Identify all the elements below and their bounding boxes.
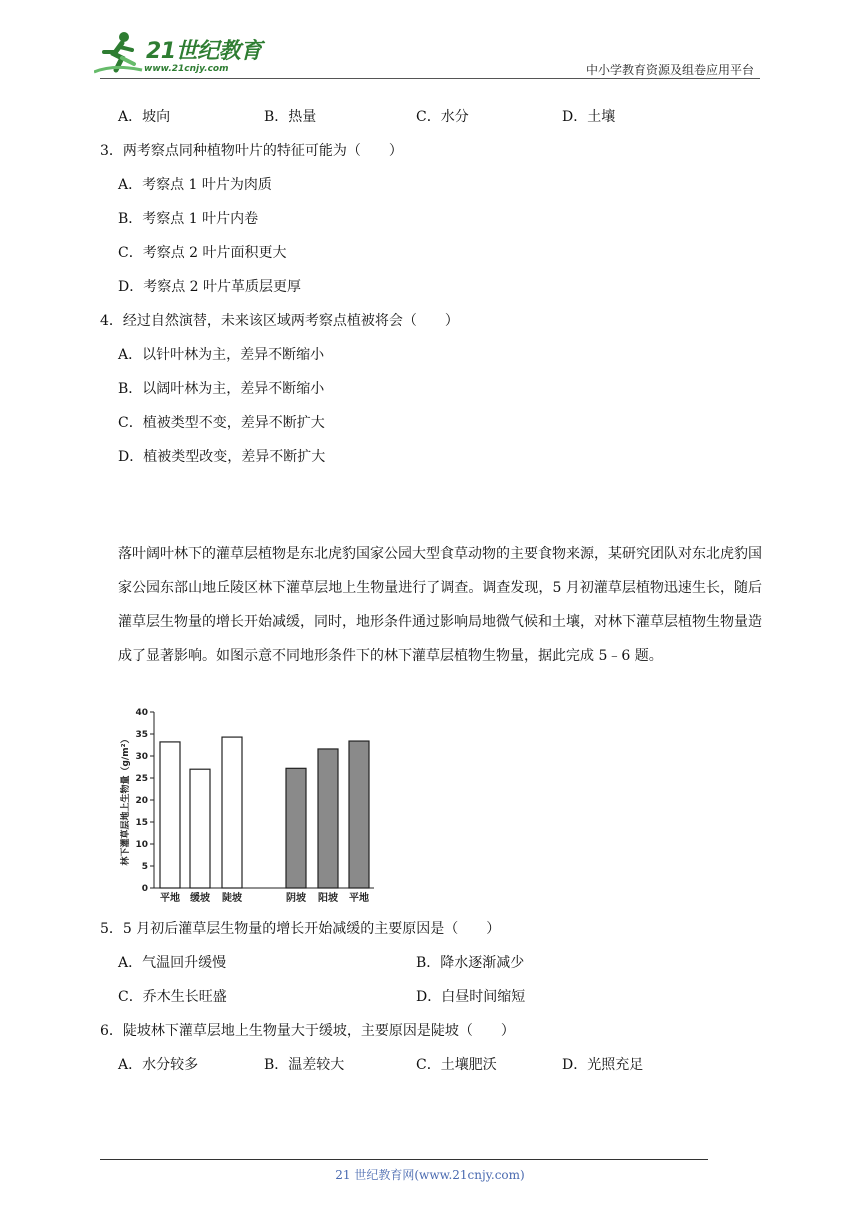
q5-option-c[interactable]: C．乔木生长旺盛 bbox=[118, 989, 227, 1005]
y-tick-label: 30 bbox=[135, 752, 148, 762]
q4-option-b[interactable]: B．以阔叶林为主，差异不断缩小 bbox=[118, 381, 325, 397]
q5-stem: 5．5 月初后灌草层生物量的增长开始减缓的主要原因是（ ） bbox=[100, 921, 501, 937]
y-axis-label: 林下灌草层地上生物量（g/m²） bbox=[121, 734, 131, 866]
x-tick-labels bbox=[160, 891, 369, 903]
x-tick-label: 阴坡 bbox=[286, 893, 306, 903]
reading-passage bbox=[118, 537, 762, 673]
logo-text: 21世纪教育 bbox=[146, 39, 262, 64]
q4-option-d[interactable]: D．植被类型改变，差异不断扩大 bbox=[118, 449, 326, 465]
bar bbox=[318, 749, 338, 888]
q6-stem: 6．陡坡林下灌草层地上生物量大于缓坡，主要原因是陡坡（ ） bbox=[100, 1023, 515, 1039]
q4-option-a[interactable]: A．以针叶林为主，差异不断缩小 bbox=[118, 347, 325, 363]
chart-bars bbox=[160, 737, 369, 888]
header-divider bbox=[100, 78, 760, 79]
x-tick-label: 平地 bbox=[349, 893, 369, 903]
q3-stem: 3．两考察点同种植物叶片的特征可能为（ ） bbox=[100, 143, 403, 159]
q3-option-c[interactable]: C．考察点 2 叶片面积更大 bbox=[118, 245, 287, 261]
passage-text: 落叶阔叶林下的灌草层植物是东北虎豹国家公园大型食草动物的主要食物来源，某研究团队对东北虎豹国家公园东部山地丘陵区林下灌草层地上生物量进行了调查。调查发现，5 月初灌草层植物迅速生长，随后灌草层生物量的增长开始减缓，同时，地形条件通过影响局地微气候和土壤，对林下灌草层植物生物量造成了显著影响。如图示意不同地形条件下的林下灌草层植物生物量，据此完成 5﹣6 题。 bbox=[118, 546, 762, 664]
bar bbox=[190, 769, 210, 888]
x-tick-label: 陡坡 bbox=[222, 893, 242, 903]
q5-option-b[interactable]: B．降水逐渐减少 bbox=[416, 955, 525, 971]
y-tick-label: 0 bbox=[141, 884, 148, 894]
q3-option-d[interactable]: D．考察点 2 叶片革质层更厚 bbox=[118, 279, 302, 295]
q6-option-c[interactable]: C．土壤肥沃 bbox=[416, 1057, 497, 1073]
y-tick-label: 40 bbox=[135, 708, 148, 718]
logo-url: www.21cnjy.com bbox=[144, 64, 229, 74]
platform-name: 中小学教育资源及组卷应用平台 bbox=[585, 63, 754, 77]
x-tick-label: 阳坡 bbox=[318, 893, 338, 903]
y-tick-label: 20 bbox=[135, 796, 148, 806]
q2-option-c[interactable]: C．水分 bbox=[416, 109, 469, 125]
q4-option-c[interactable]: C．植被类型不变，差异不断扩大 bbox=[118, 415, 325, 431]
q4-stem: 4．经过自然演替，未来该区域两考察点植被将会（ ） bbox=[100, 313, 459, 329]
footer-text[interactable]: 21 世纪教育网(www.21cnjy.com) bbox=[335, 1168, 525, 1182]
q6-option-d[interactable]: D．光照充足 bbox=[562, 1057, 644, 1073]
x-tick-label: 平地 bbox=[160, 893, 180, 903]
q5-option-d[interactable]: D．白昼时间缩短 bbox=[416, 989, 526, 1005]
y-tick-label: 5 bbox=[141, 862, 148, 872]
y-tick-label: 15 bbox=[135, 818, 148, 828]
q5-option-a[interactable]: A．气温回升缓慢 bbox=[118, 955, 227, 971]
y-axis-label-group bbox=[119, 734, 131, 865]
site-logo bbox=[94, 30, 264, 80]
chart-svg bbox=[118, 703, 378, 903]
q2-option-d[interactable]: D．土壤 bbox=[562, 109, 616, 125]
page-header bbox=[0, 0, 860, 80]
q2-option-a[interactable]: A．坡向 bbox=[118, 109, 171, 125]
q2-option-b[interactable]: B．热量 bbox=[264, 109, 317, 125]
bar bbox=[286, 768, 306, 888]
q3-option-b[interactable]: B．考察点 1 叶片内卷 bbox=[118, 211, 259, 227]
bar bbox=[349, 741, 369, 888]
q6-option-a[interactable]: A．水分较多 bbox=[118, 1057, 199, 1073]
y-tick-label: 10 bbox=[135, 840, 148, 850]
q3-option-a[interactable]: A．考察点 1 叶片为肉质 bbox=[118, 177, 272, 193]
runner-logo-icon bbox=[94, 30, 144, 76]
q6-option-b[interactable]: B．温差较大 bbox=[264, 1057, 345, 1073]
y-tick-label: 35 bbox=[135, 730, 148, 740]
bar bbox=[160, 742, 180, 888]
y-tick-label: 25 bbox=[135, 774, 148, 784]
biomass-bar-chart bbox=[118, 703, 378, 903]
footer-divider bbox=[100, 1159, 708, 1160]
bar bbox=[222, 737, 242, 888]
x-tick-label: 缓坡 bbox=[190, 893, 210, 903]
